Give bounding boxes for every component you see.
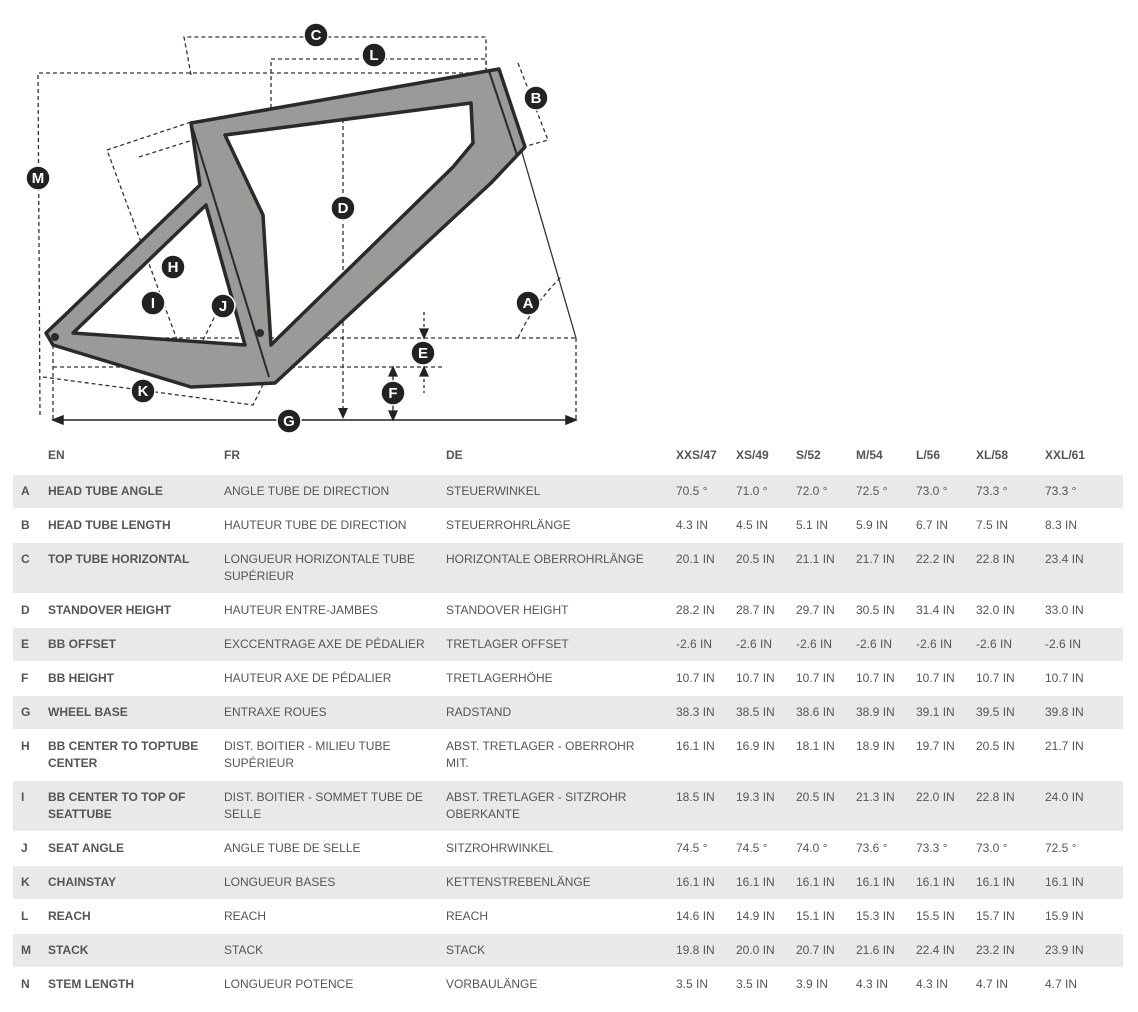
row-label-de: KETTENSTREBENLÄNGE: [438, 865, 668, 899]
row-label-fr: LONGUEUR POTENCE: [216, 967, 438, 1001]
row-value: 16.1 IN: [788, 865, 848, 899]
row-value: 72.5 °: [1037, 831, 1123, 865]
row-label-en: REACH: [40, 899, 216, 933]
row-value: 10.7 IN: [1037, 661, 1123, 695]
row-value: 70.5 °: [668, 474, 728, 508]
row-value: 23.4 IN: [1037, 542, 1123, 593]
row-value: 21.6 IN: [848, 933, 908, 967]
row-label-de: REACH: [438, 899, 668, 933]
row-value: 10.7 IN: [668, 661, 728, 695]
row-label-en: WHEEL BASE: [40, 695, 216, 729]
row-value: 15.9 IN: [1037, 899, 1123, 933]
badge-label: I: [150, 295, 156, 312]
row-value: 28.7 IN: [728, 593, 788, 627]
row-value: 16.1 IN: [728, 865, 788, 899]
row-value: 16.1 IN: [668, 865, 728, 899]
row-key: A: [13, 474, 40, 508]
geometry-table: [13, 440, 1123, 1001]
row-value: 38.3 IN: [668, 695, 728, 729]
row-value: 7.5 IN: [968, 508, 1037, 542]
row-value: 15.5 IN: [908, 899, 968, 933]
row-label-de: TRETLAGERHÖHE: [438, 661, 668, 695]
row-label-fr: ANGLE TUBE DE SELLE: [216, 831, 438, 865]
table-row: [13, 474, 1123, 508]
row-label-fr: EXCCENTRAGE AXE DE PÉDALIER: [216, 627, 438, 661]
row-value: 18.1 IN: [788, 729, 848, 780]
row-label-en: HEAD TUBE LENGTH: [40, 508, 216, 542]
row-value: 3.9 IN: [788, 967, 848, 1001]
row-value: -2.6 IN: [788, 627, 848, 661]
row-value: 39.5 IN: [968, 695, 1037, 729]
row-label-de: ABST. TRETLAGER - SITZROHR OBERKANTE: [438, 780, 668, 831]
row-value: 20.5 IN: [788, 780, 848, 831]
row-value: 22.8 IN: [968, 542, 1037, 593]
row-key: H: [13, 729, 40, 780]
table-row: [13, 899, 1123, 933]
row-value: 10.7 IN: [908, 661, 968, 695]
row-value: 18.9 IN: [848, 729, 908, 780]
row-key: D: [13, 593, 40, 627]
geometry-table-body: [13, 474, 1123, 1001]
row-value: 20.5 IN: [728, 542, 788, 593]
row-value: 73.0 °: [908, 474, 968, 508]
row-label-en: STACK: [40, 933, 216, 967]
row-label-en: STANDOVER HEIGHT: [40, 593, 216, 627]
row-value: 31.4 IN: [908, 593, 968, 627]
row-value: 74.0 °: [788, 831, 848, 865]
row-label-de: STEUERWINKEL: [438, 474, 668, 508]
table-row: [13, 780, 1123, 831]
badge-m: [26, 166, 50, 190]
row-value: 22.8 IN: [968, 780, 1037, 831]
row-key: K: [13, 865, 40, 899]
row-label-de: ABST. TRETLAGER - OBERROHR MIT.: [438, 729, 668, 780]
table-row: [13, 508, 1123, 542]
header-size-xs: XS/49: [736, 448, 769, 462]
badge-label: M: [31, 170, 45, 187]
dim-line-c: [184, 37, 486, 75]
row-label-fr: LONGUEUR BASES: [216, 865, 438, 899]
row-value: -2.6 IN: [908, 627, 968, 661]
row-key: L: [13, 899, 40, 933]
badge-a: [516, 291, 540, 315]
row-value: 19.8 IN: [668, 933, 728, 967]
table-row: [13, 627, 1123, 661]
row-key: N: [13, 967, 40, 1001]
row-value: 24.0 IN: [1037, 780, 1123, 831]
row-value: 3.5 IN: [728, 967, 788, 1001]
row-value: 32.0 IN: [968, 593, 1037, 627]
row-value: 10.7 IN: [788, 661, 848, 695]
row-label-de: STEUERROHRLÄNGE: [438, 508, 668, 542]
row-label-en: CHAINSTAY: [40, 865, 216, 899]
row-label-de: HORIZONTALE OBERROHRLÄNGE: [438, 542, 668, 593]
row-label-fr: LONGUEUR HORIZONTALE TUBE SUPÉRIEUR: [216, 542, 438, 593]
row-key: G: [13, 695, 40, 729]
row-value: 72.5 °: [848, 474, 908, 508]
row-value: 21.3 IN: [848, 780, 908, 831]
header-size-s: S/52: [796, 448, 821, 462]
badge-label: H: [167, 259, 179, 276]
header-size-l: L/56: [916, 448, 941, 462]
header-fr: FR: [224, 448, 240, 462]
badge-g: [277, 409, 301, 433]
row-value: 3.5 IN: [668, 967, 728, 1001]
row-label-fr: REACH: [216, 899, 438, 933]
row-value: -2.6 IN: [668, 627, 728, 661]
row-value: 73.0 °: [968, 831, 1037, 865]
row-label-en: SEAT ANGLE: [40, 831, 216, 865]
badge-label: B: [530, 90, 542, 107]
badge-j: [211, 294, 235, 318]
row-value: 23.2 IN: [968, 933, 1037, 967]
row-value: 74.5 °: [728, 831, 788, 865]
badge-k: [131, 379, 155, 403]
row-value: 21.1 IN: [788, 542, 848, 593]
row-value: 19.3 IN: [728, 780, 788, 831]
row-value: 30.5 IN: [848, 593, 908, 627]
badge-d: [331, 196, 355, 220]
row-value: 39.8 IN: [1037, 695, 1123, 729]
row-value: 5.1 IN: [788, 508, 848, 542]
row-value: 21.7 IN: [1037, 729, 1123, 780]
badge-b: [524, 86, 548, 110]
row-label-en: BB HEIGHT: [40, 661, 216, 695]
row-value: 4.3 IN: [668, 508, 728, 542]
badge-label: C: [310, 27, 322, 44]
rear-axle-point: [51, 333, 59, 341]
row-label-fr: ANGLE TUBE DE DIRECTION: [216, 474, 438, 508]
row-value: -2.6 IN: [968, 627, 1037, 661]
row-value: 38.6 IN: [788, 695, 848, 729]
row-value: 20.5 IN: [968, 729, 1037, 780]
badge-label: E: [417, 345, 429, 362]
header-key: [13, 440, 40, 474]
row-label-fr: DIST. BOITIER - MILIEU TUBE SUPÉRIEUR: [216, 729, 438, 780]
row-value: 16.1 IN: [908, 865, 968, 899]
row-key: E: [13, 627, 40, 661]
row-value: 15.1 IN: [788, 899, 848, 933]
badge-c: [304, 23, 328, 47]
row-label-de: TRETLAGER OFFSET: [438, 627, 668, 661]
row-value: 29.7 IN: [788, 593, 848, 627]
row-value: 21.7 IN: [848, 542, 908, 593]
bike-frame-shape: [46, 69, 525, 387]
table-row: [13, 865, 1123, 899]
row-value: 20.1 IN: [668, 542, 728, 593]
row-key: M: [13, 933, 40, 967]
header-size-xxs: XXS/47: [676, 448, 717, 462]
badge-label: K: [137, 383, 149, 400]
row-value: 33.0 IN: [1037, 593, 1123, 627]
row-label-en: BB OFFSET: [40, 627, 216, 661]
row-value: 20.0 IN: [728, 933, 788, 967]
badge-i: [141, 291, 165, 315]
row-value: 39.1 IN: [908, 695, 968, 729]
row-value: 38.5 IN: [728, 695, 788, 729]
row-value: -2.6 IN: [728, 627, 788, 661]
row-label-fr: HAUTEUR AXE DE PÉDALIER: [216, 661, 438, 695]
header-de: DE: [446, 448, 463, 462]
row-value: 73.6 °: [848, 831, 908, 865]
row-key: I: [13, 780, 40, 831]
row-value: 73.3 °: [1037, 474, 1123, 508]
row-value: 73.3 °: [908, 831, 968, 865]
row-label-fr: HAUTEUR ENTRE-JAMBES: [216, 593, 438, 627]
geometry-table-header: [13, 440, 1123, 474]
row-value: -2.6 IN: [1037, 627, 1123, 661]
table-row: [13, 542, 1123, 593]
header-size-xl: XL/58: [976, 448, 1009, 462]
row-value: 19.7 IN: [908, 729, 968, 780]
header-size-m: M/54: [856, 448, 883, 462]
row-key: J: [13, 831, 40, 865]
table-row: [13, 933, 1123, 967]
row-value: 4.7 IN: [968, 967, 1037, 1001]
row-value: 4.3 IN: [908, 967, 968, 1001]
row-label-fr: ENTRAXE ROUES: [216, 695, 438, 729]
badge-l: [362, 43, 386, 67]
wheelbase-arrow: [53, 416, 576, 424]
frame-geometry-diagram: [13, 15, 593, 438]
row-value: 22.2 IN: [908, 542, 968, 593]
row-value: 72.0 °: [788, 474, 848, 508]
table-row: [13, 695, 1123, 729]
row-value: 28.2 IN: [668, 593, 728, 627]
table-row: [13, 729, 1123, 780]
row-label-de: RADSTAND: [438, 695, 668, 729]
row-value: 16.1 IN: [968, 865, 1037, 899]
table-row: [13, 593, 1123, 627]
row-value: 4.5 IN: [728, 508, 788, 542]
badge-label: F: [388, 385, 398, 402]
table-row: [13, 967, 1123, 1001]
row-label-de: SITZROHRWINKEL: [438, 831, 668, 865]
badge-e: [411, 341, 435, 365]
row-label-en: STEM LENGTH: [40, 967, 216, 1001]
row-value: 22.0 IN: [908, 780, 968, 831]
standover-arrows: [338, 97, 348, 419]
row-label-de: STANDOVER HEIGHT: [438, 593, 668, 627]
row-value: 16.1 IN: [848, 865, 908, 899]
row-value: 14.6 IN: [668, 899, 728, 933]
row-value: 18.5 IN: [668, 780, 728, 831]
row-value: 16.1 IN: [1037, 865, 1123, 899]
row-value: 73.3 °: [968, 474, 1037, 508]
row-label-de: STACK: [438, 933, 668, 967]
badge-label: J: [218, 298, 228, 315]
header-en: EN: [48, 448, 65, 462]
row-value: 5.9 IN: [848, 508, 908, 542]
row-value: 4.3 IN: [848, 967, 908, 1001]
badge-label: D: [337, 200, 349, 217]
row-label-fr: HAUTEUR TUBE DE DIRECTION: [216, 508, 438, 542]
table-row: [13, 831, 1123, 865]
bb-point: [256, 329, 264, 337]
frame-geometry-svg: [13, 15, 593, 438]
row-value: 14.9 IN: [728, 899, 788, 933]
row-label-en: TOP TUBE HORIZONTAL: [40, 542, 216, 593]
table-row: [13, 661, 1123, 695]
row-key: B: [13, 508, 40, 542]
row-value: 10.7 IN: [848, 661, 908, 695]
row-value: 10.7 IN: [728, 661, 788, 695]
row-label-en: BB CENTER TO TOPTUBE CENTER: [40, 729, 216, 780]
row-label-fr: STACK: [216, 933, 438, 967]
row-key: F: [13, 661, 40, 695]
badge-label: L: [369, 47, 379, 64]
row-label-de: VORBAULÄNGE: [438, 967, 668, 1001]
row-label-en: BB CENTER TO TOP OF SEATTUBE: [40, 780, 216, 831]
row-value: 20.7 IN: [788, 933, 848, 967]
badge-label: G: [283, 413, 295, 430]
row-key: C: [13, 542, 40, 593]
badge-h: [161, 255, 185, 279]
row-value: 6.7 IN: [908, 508, 968, 542]
badge-label: A: [522, 295, 534, 312]
row-value: 15.7 IN: [968, 899, 1037, 933]
row-label-en: HEAD TUBE ANGLE: [40, 474, 216, 508]
row-value: 22.4 IN: [908, 933, 968, 967]
row-value: 4.7 IN: [1037, 967, 1123, 1001]
row-value: 8.3 IN: [1037, 508, 1123, 542]
row-value: 16.9 IN: [728, 729, 788, 780]
header-size-xxl: XXL/61: [1045, 448, 1086, 462]
row-value: 71.0 °: [728, 474, 788, 508]
row-value: 16.1 IN: [668, 729, 728, 780]
row-value: 23.9 IN: [1037, 933, 1123, 967]
row-value: 38.9 IN: [848, 695, 908, 729]
row-value: 10.7 IN: [968, 661, 1037, 695]
row-value: 74.5 °: [668, 831, 728, 865]
badge-f: [381, 381, 405, 405]
row-label-fr: DIST. BOITIER - SOMMET TUBE DE SELLE: [216, 780, 438, 831]
row-value: 15.3 IN: [848, 899, 908, 933]
row-value: -2.6 IN: [848, 627, 908, 661]
